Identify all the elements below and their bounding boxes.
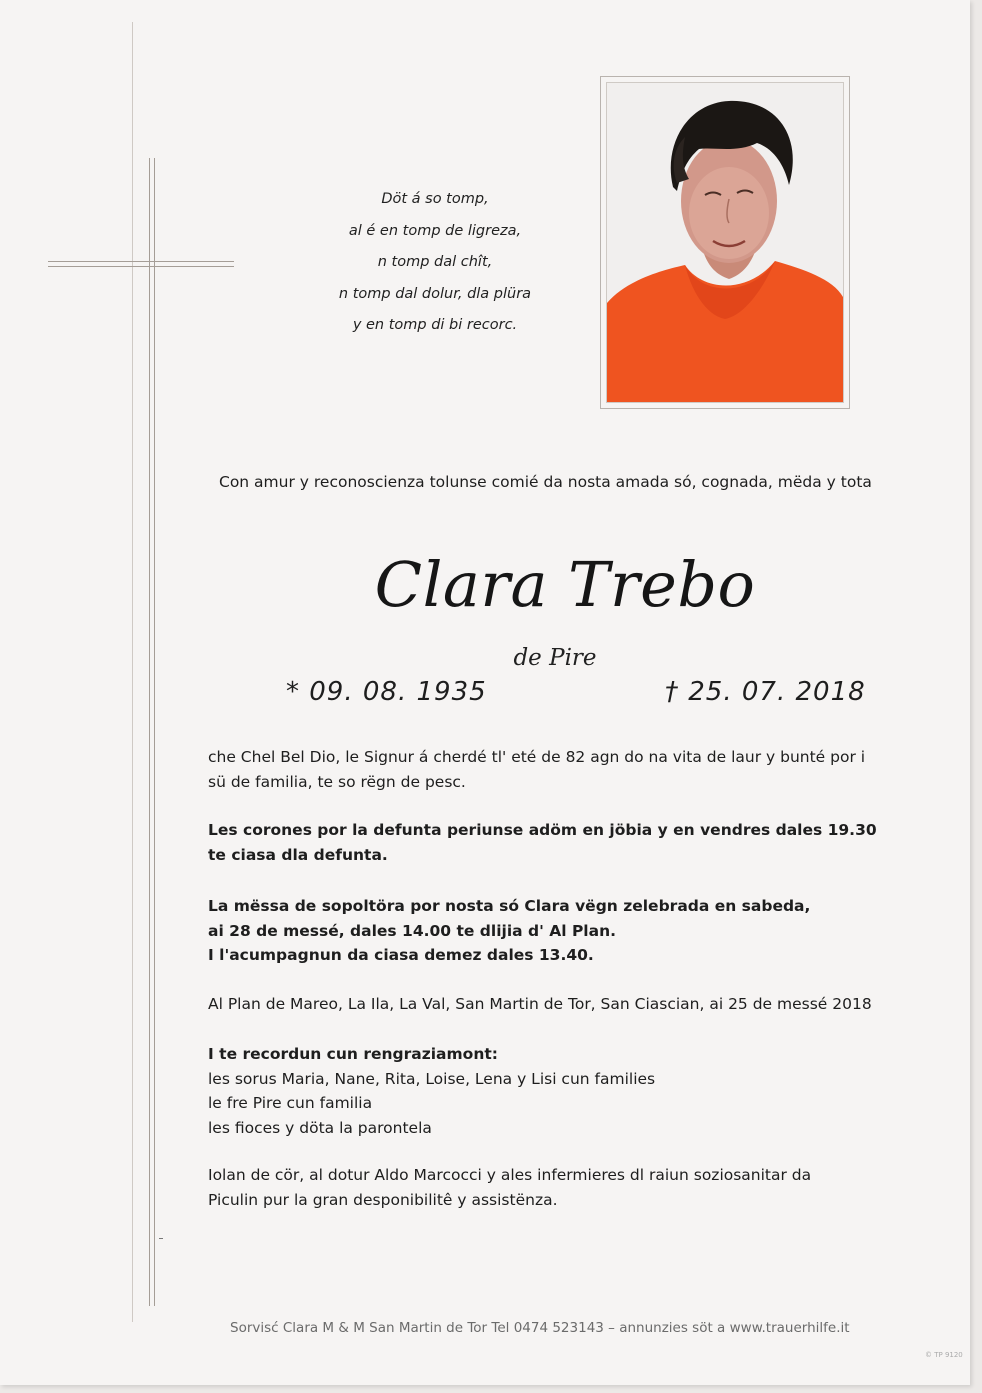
cross-horizontal-beam	[48, 261, 234, 267]
paragraph-line: I l'acumpagnun da ciasa demez dales 13.40.	[208, 946, 594, 964]
intro-line: Con amur y reconoscienza tolunse comié da nosta amada só, cognada, mëda y tota	[219, 473, 872, 491]
mourners-heading: I te recordun cun rengraziamont:	[208, 1045, 498, 1063]
paragraph-line: Les corones por la defunta periunse adöm en jöbia y en vendres dales 19.30	[208, 821, 877, 839]
mourners-line: les sorus Maria, Nane, Rita, Loise, Lena y Lisi cun families	[208, 1069, 656, 1088]
footer-contact: Sorvisć Clara M & M San Martin de Tor Tel 0474 523143 – annunzies söt a www.trauerhilfe.it	[230, 1320, 850, 1336]
death-announcement-paragraph	[208, 745, 898, 794]
death-date: † 25. 07. 2018	[665, 677, 866, 707]
paragraph-line: che Chel Bel Dio, le Signur á cherdé tl' eté de 82 agn do na vita de laur y bunté por i	[208, 748, 866, 766]
mourners-line: les fioces y döta la parontela	[208, 1118, 432, 1137]
deceased-name: Clara Trebo	[374, 548, 756, 621]
funeral-mass-paragraph	[208, 894, 898, 968]
rosary-info-paragraph	[208, 818, 898, 867]
paragraph-line: Piculin pur la gran desponibilitê y assistënza.	[208, 1190, 558, 1209]
cross-intersection	[150, 262, 154, 266]
poem-line: al é en tomp de ligreza,	[348, 222, 522, 239]
cross-guide-line	[132, 22, 133, 1322]
paragraph-line: ai 28 de messé, dales 14.00 te dlijia d' Al Plan.	[208, 921, 616, 940]
mourners-line: le fre Pire cun familia	[208, 1094, 373, 1112]
poem-line: Döt á so tomp,	[381, 191, 489, 207]
corner-print-code: © TP 9120	[925, 1351, 963, 1359]
portrait-image	[607, 83, 843, 402]
cross-vertical-beam	[149, 158, 155, 1306]
memorial-poem	[290, 184, 580, 342]
birth-date: * 09. 08. 1935	[286, 677, 487, 707]
poem-line: n tomp dal chît,	[377, 254, 493, 270]
mourners-paragraph	[208, 1042, 898, 1140]
deceased-nickname: de Pire	[513, 645, 597, 671]
portrait-photo	[606, 82, 844, 403]
stray-mark	[159, 1238, 163, 1239]
paragraph-line: La mëssa de sopoltöra por nosta só Clara vëgn zelebrada en sabeda,	[208, 897, 811, 915]
portrait-frame	[600, 76, 850, 409]
thanks-paragraph	[208, 1163, 898, 1212]
paragraph-line: Iolan de cör, al dotur Aldo Marcocci y ales infermieres dl raiun soziosanitar da	[208, 1166, 812, 1184]
poem-line: y en tomp di bi recorc.	[352, 317, 518, 333]
paragraph-line: sü de familia, te so rëgn de pesc.	[208, 772, 466, 791]
paragraph-line: te ciasa dla defunta.	[208, 845, 388, 864]
poem-line: n tomp dal dolur, dla plüra	[338, 285, 532, 302]
place-date-line: Al Plan de Mareo, La Ila, La Val, San Martin de Tor, San Ciascian, ai 25 de messé 2018	[208, 995, 872, 1013]
